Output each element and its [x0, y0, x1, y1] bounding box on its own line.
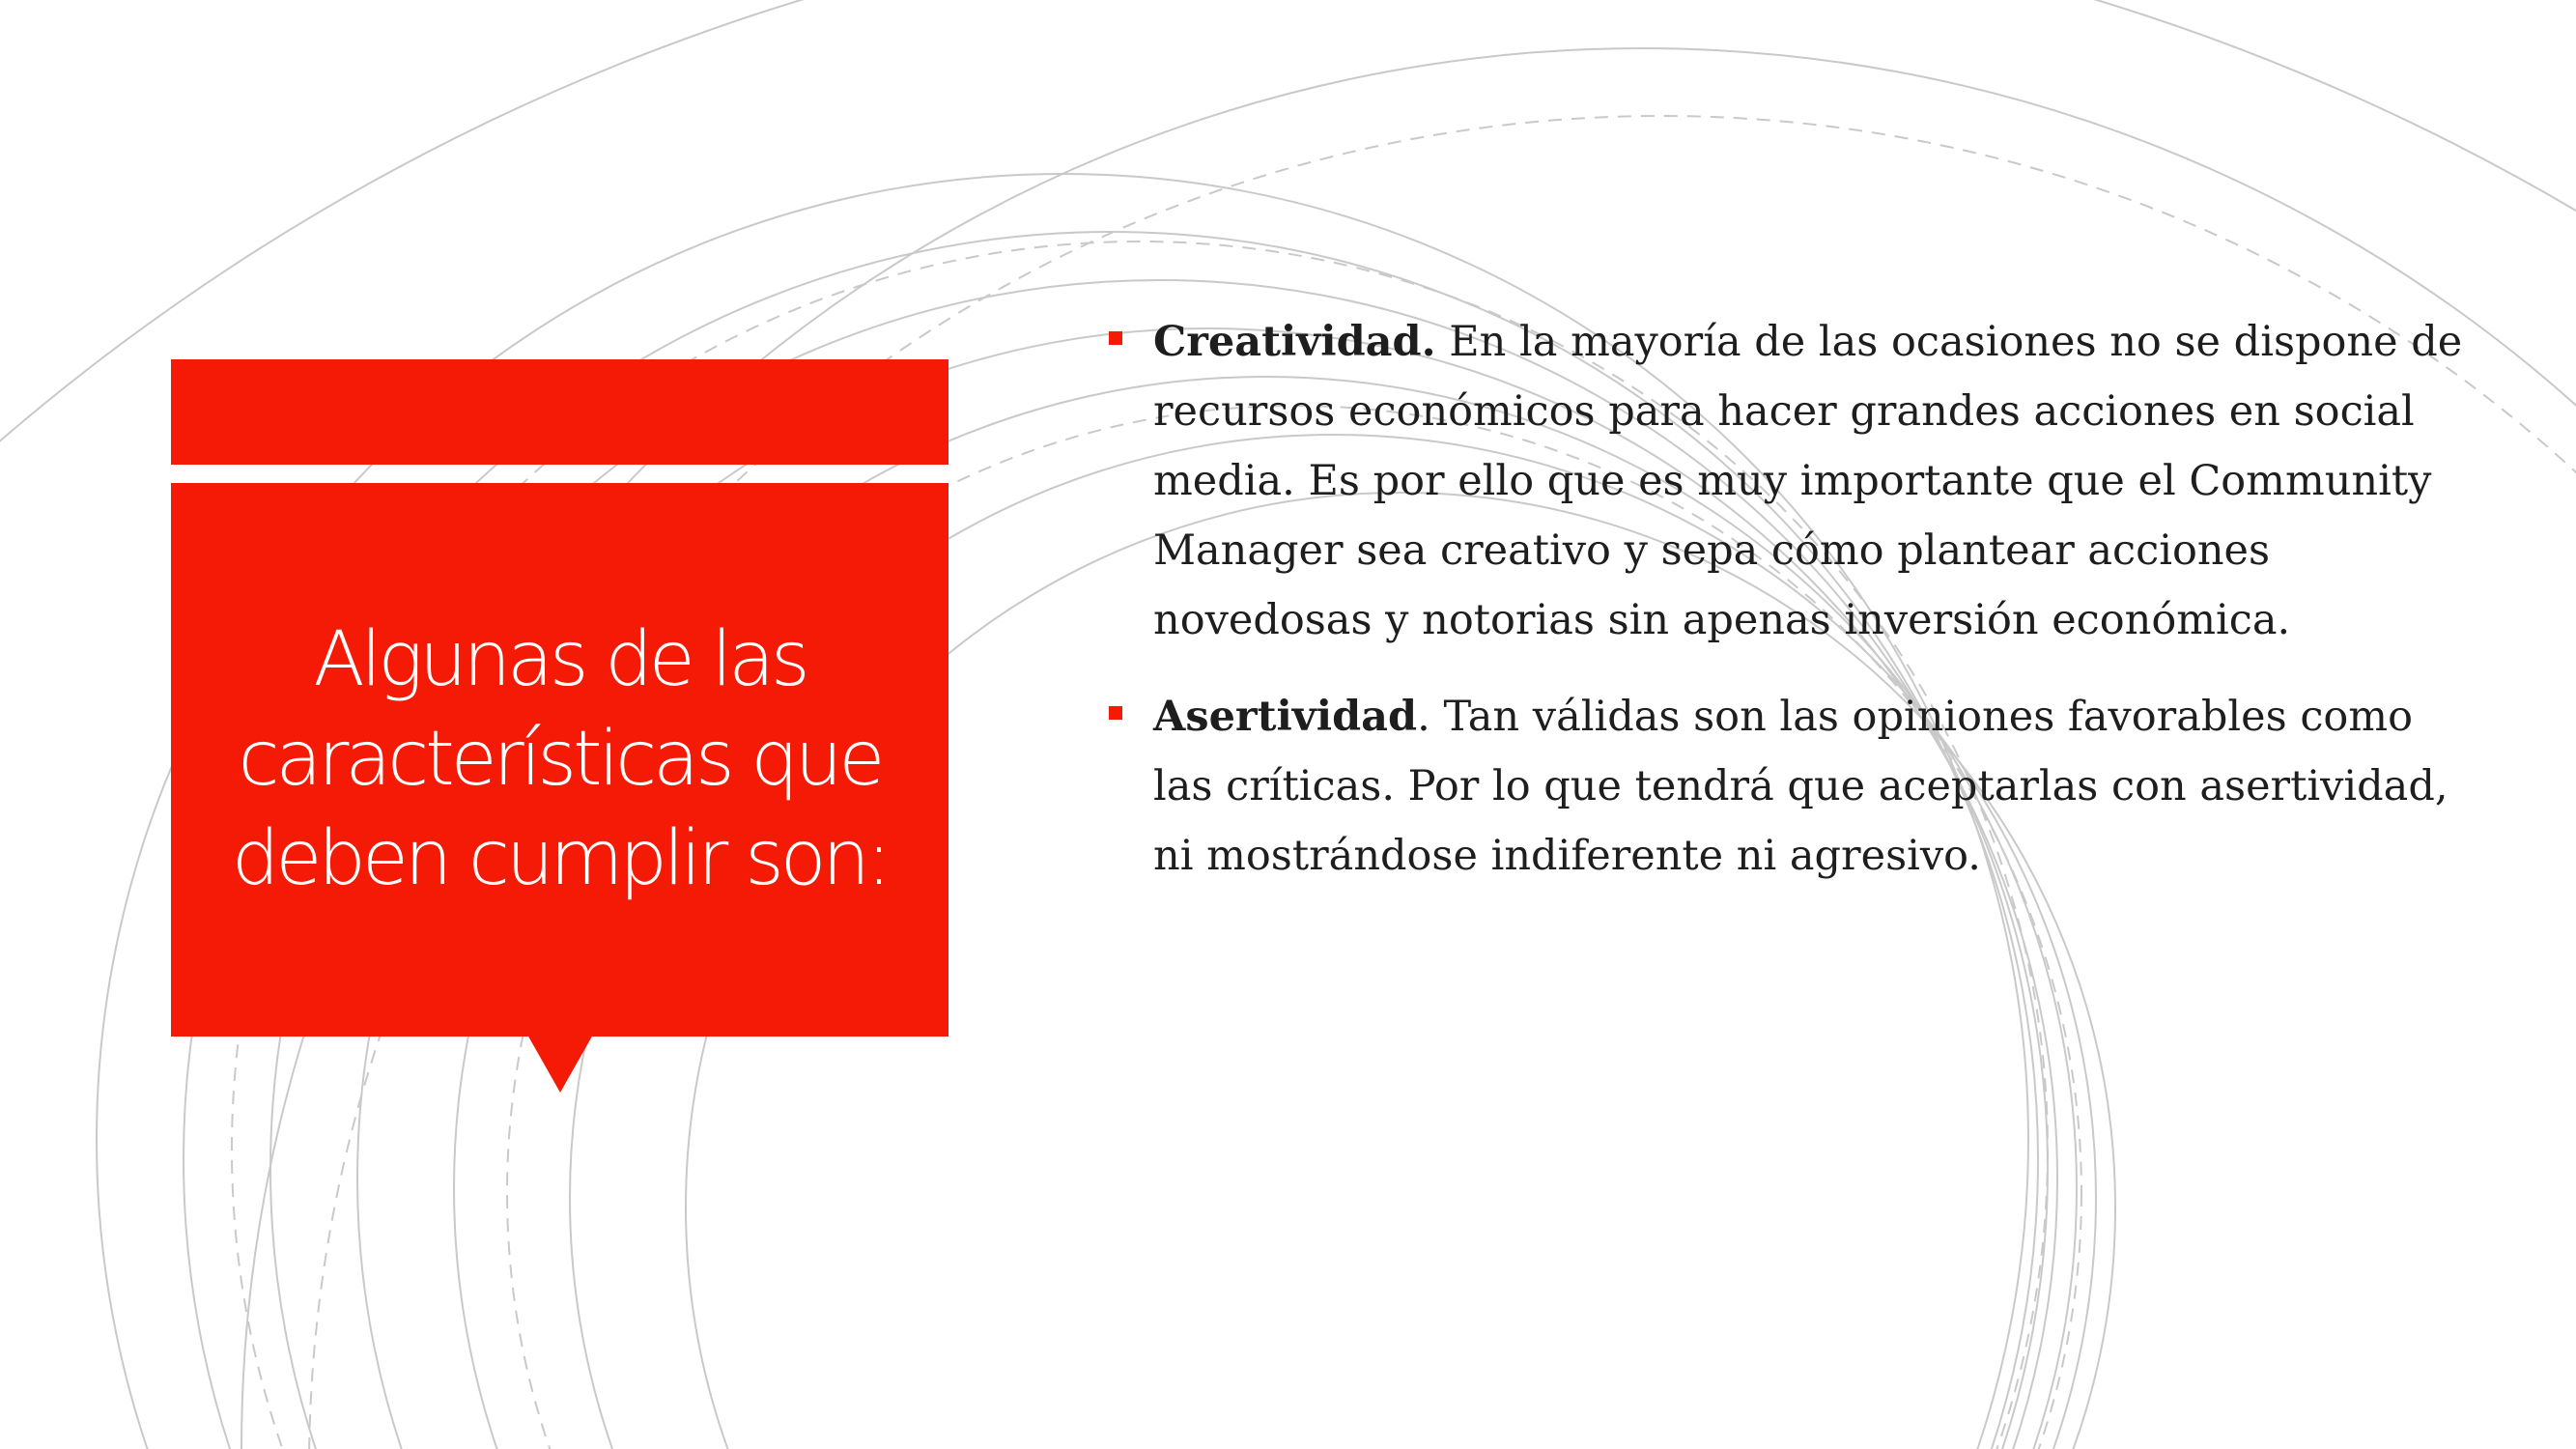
square-bullet-icon	[1109, 331, 1122, 345]
title-callout-pointer	[527, 1035, 593, 1093]
bullet-text: . Tan válidas son las opiniones favorables como las críticas. Por lo que tendrá que aceptarlas con asertividad, ni mostrándose indiferente ni agresivo.	[1153, 693, 2449, 880]
bullet-term: Asertividad	[1153, 693, 1418, 741]
bullet-list	[1101, 307, 2473, 918]
bullet-text: En la mayoría de las ocasiones no se dispone de recursos económicos para hacer grandes acciones en social media. Es por ello que es muy importante que el Community Manager sea creativo y sepa cómo plantear acciones novedosas y notorias sin apenas inversión económica.	[1153, 318, 2463, 644]
title-callout	[171, 483, 948, 1037]
square-bullet-icon	[1109, 706, 1122, 720]
bullet-item-asertividad	[1101, 682, 2473, 891]
bullet-term: Creatividad.	[1153, 318, 1436, 366]
title-accent-bar	[171, 359, 948, 465]
slide-title: Algunas de las características que deben cumplir son:	[231, 616, 889, 902]
bullet-item-creatividad	[1101, 307, 2473, 655]
